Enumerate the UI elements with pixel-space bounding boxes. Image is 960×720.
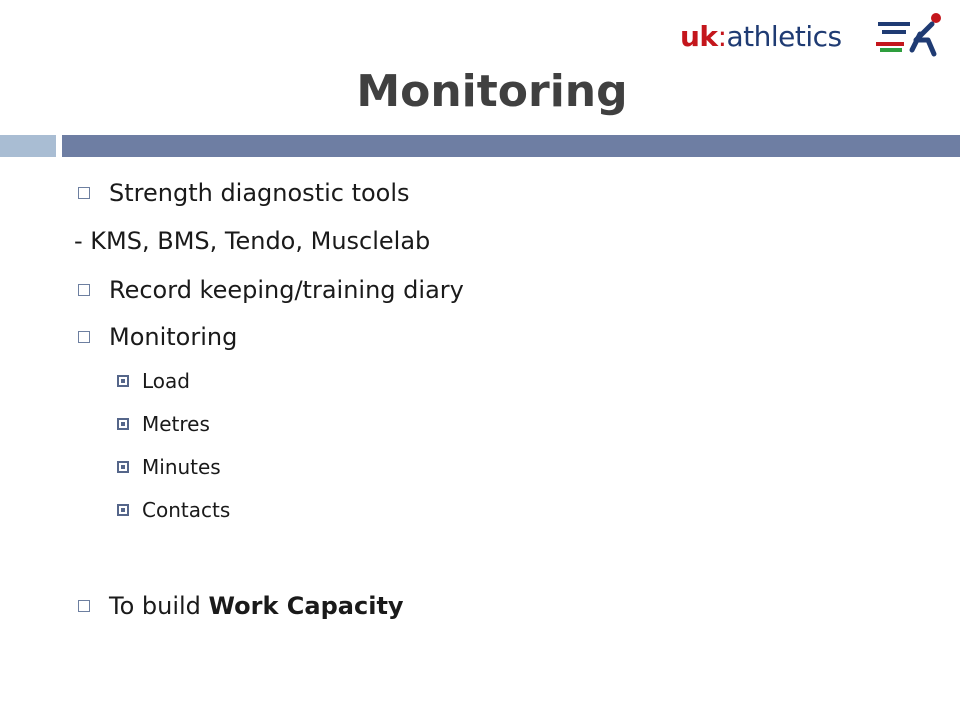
sub-bullet-item: Metres: [142, 412, 210, 436]
bullet-item: Strength diagnostic tools: [109, 179, 410, 207]
sub-bullet-item: Minutes: [142, 455, 221, 479]
bullet-item: - KMS, BMS, Tendo, Musclelab: [74, 227, 431, 255]
logo-colon: :: [717, 20, 727, 53]
sub-bullet-item: Load: [142, 369, 190, 393]
filled-square-bullet-icon: [117, 461, 129, 473]
bullet-item: [109, 591, 404, 621]
logo-name: athletics: [726, 20, 842, 53]
filled-square-bullet-icon: [117, 418, 129, 430]
bullet-item: Monitoring: [109, 323, 238, 351]
filled-square-bullet-icon: [117, 504, 129, 516]
hollow-square-bullet-icon: [78, 187, 90, 199]
bullet-text-bold: Work Capacity: [208, 592, 404, 620]
hollow-square-bullet-icon: [78, 331, 90, 343]
slide-title: Monitoring: [356, 66, 628, 117]
filled-square-bullet-icon: [117, 375, 129, 387]
hollow-square-bullet-icon: [78, 600, 90, 612]
bullet-item: Record keeping/training diary: [109, 276, 464, 304]
hollow-square-bullet-icon: [78, 284, 90, 296]
bullet-text-prefix: To build: [109, 592, 209, 620]
sub-bullet-item: Contacts: [142, 498, 231, 522]
logo-uk: uk: [680, 20, 718, 53]
